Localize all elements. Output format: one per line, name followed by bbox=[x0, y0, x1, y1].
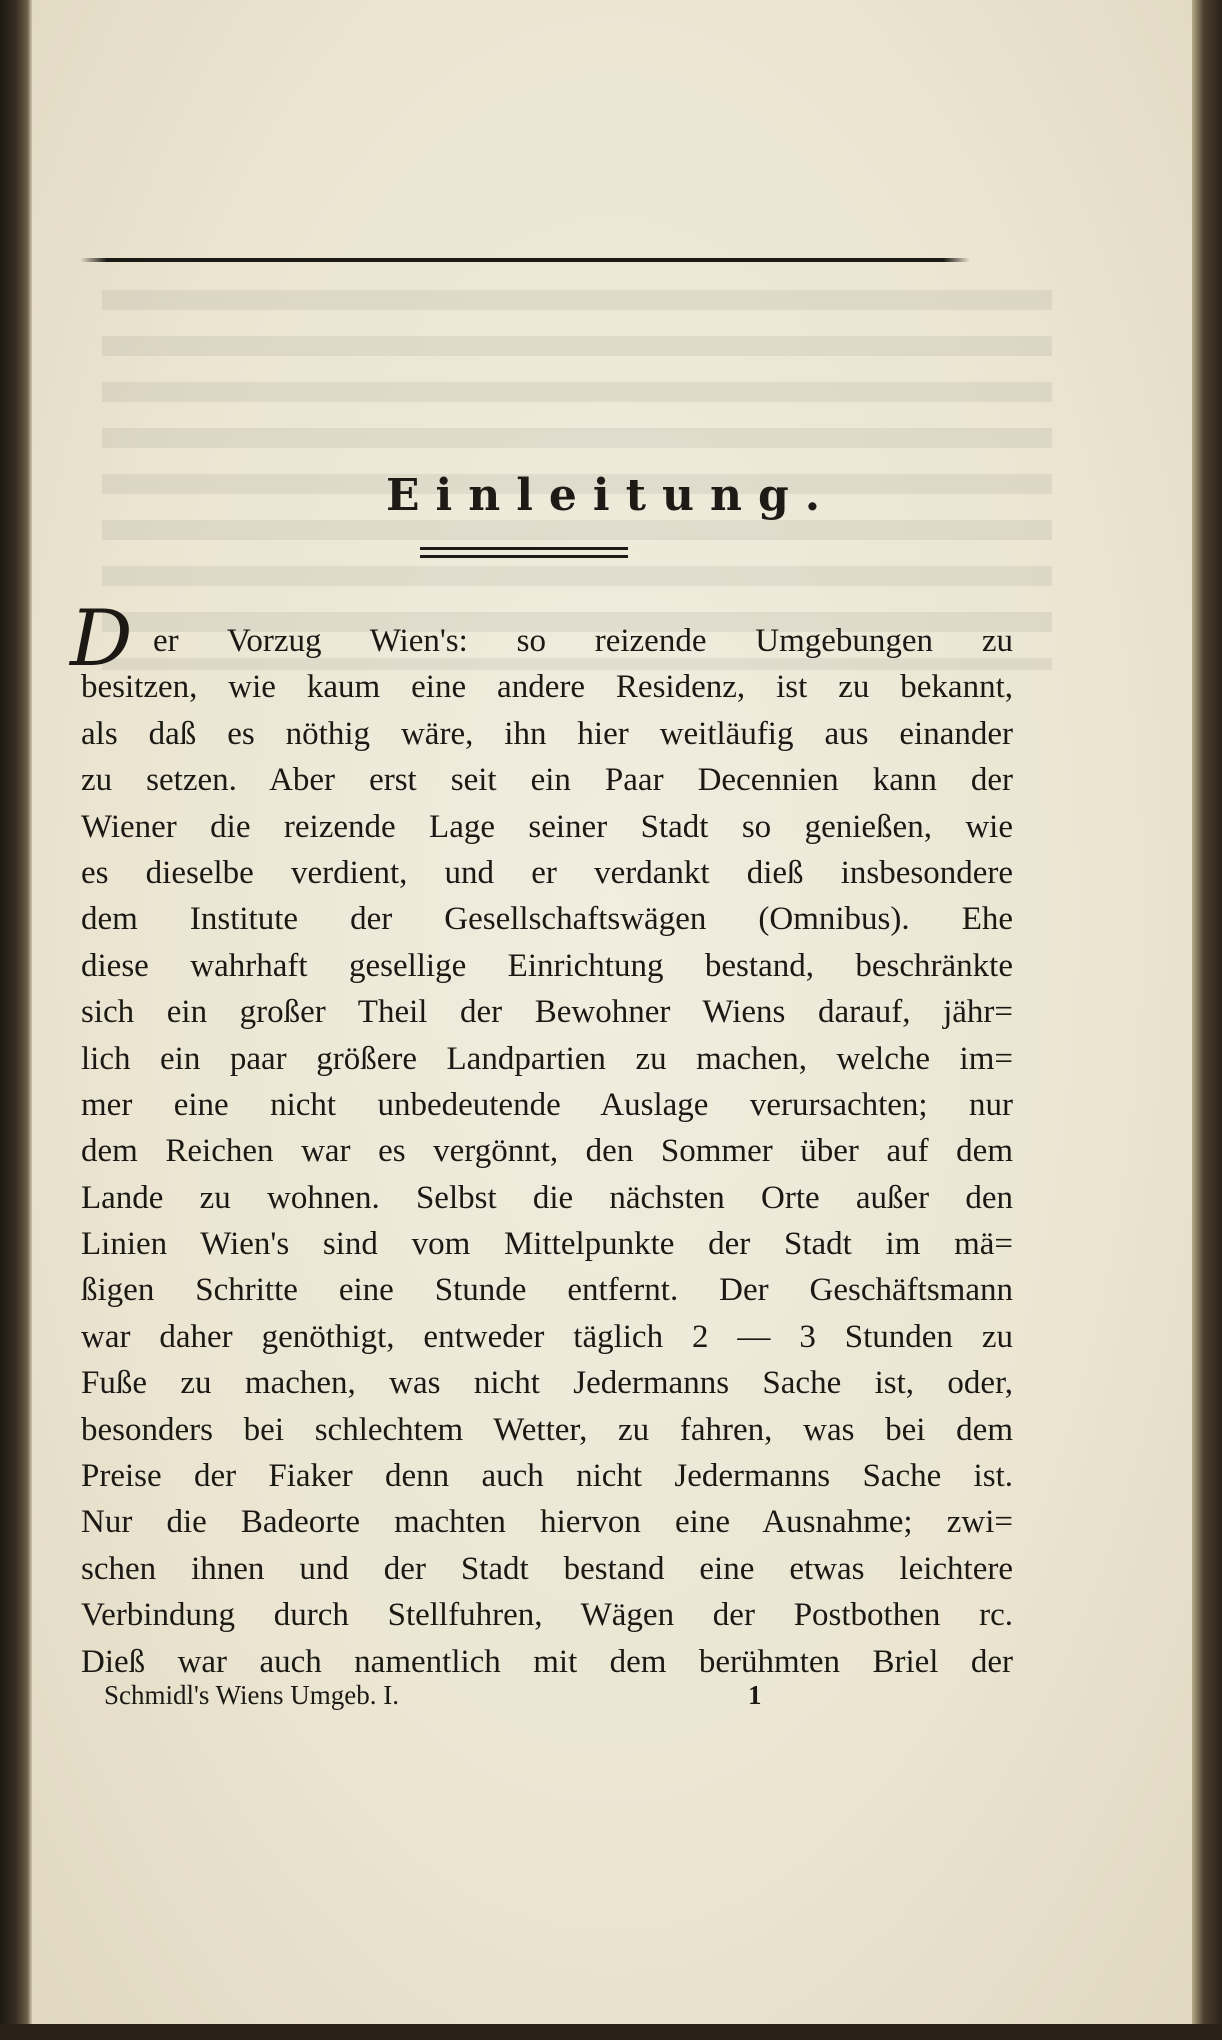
page-bottom-edge bbox=[0, 2024, 1222, 2040]
chapter-heading: Einleitung. bbox=[385, 470, 837, 521]
page-number: 1 bbox=[748, 1680, 762, 1710]
text-line: Fuße zu machen, was nicht Jedermanns Sache ist, oder, bbox=[81, 1365, 1013, 1402]
text-line: Verbindung durch Stellfuhren, Wägen der Postbothen rc. bbox=[81, 1597, 1013, 1634]
text-line: Wiener die reizende Lage seiner Stadt so genießen, wie bbox=[81, 808, 1013, 845]
text-line: es dieselbe verdient, und er verdankt dieß insbesondere bbox=[81, 854, 1013, 891]
drop-cap: D bbox=[70, 594, 133, 684]
text-line: besitzen, wie kaum eine andere Residenz, ist zu bekannt, bbox=[81, 669, 1013, 706]
book-binding-edge bbox=[0, 0, 32, 2040]
text-line: mer eine nicht unbedeutende Auslage verursachten; nur bbox=[81, 1086, 1013, 1123]
header-rule bbox=[80, 258, 970, 262]
text-line: lich ein paar größere Landpartien zu machen, welche im= bbox=[81, 1040, 1013, 1077]
signature-mark: Schmidl's Wiens Umgeb. I. bbox=[104, 1680, 400, 1710]
text-line: Nur die Badeorte machten hiervon eine Ausnahme; zwi= bbox=[81, 1504, 1013, 1541]
text-line: dem Reichen war es vergönnt, den Sommer über auf dem bbox=[81, 1133, 1013, 1170]
text-line: war daher genöthigt, entweder täglich 2 — 3 Stunden zu bbox=[81, 1318, 1013, 1355]
text-line: sich ein großer Theil der Bewohner Wiens darauf, jähr= bbox=[81, 994, 1013, 1031]
text-line: Lande zu wohnen. Selbst die nächsten Orte außer den bbox=[81, 1179, 1013, 1216]
title-rule-top bbox=[420, 547, 628, 550]
title-rule-bottom bbox=[420, 555, 628, 558]
text-line: diese wahrhaft gesellige Einrichtung bestand, beschränkte bbox=[81, 947, 1013, 984]
text-line: zu setzen. Aber erst seit ein Paar Decennien kann der bbox=[81, 762, 1013, 799]
text-line: Dieß war auch namentlich mit dem berühmten Briel der bbox=[81, 1643, 1013, 1680]
page-right-edge bbox=[1192, 0, 1222, 2040]
body-text bbox=[81, 618, 1013, 1685]
text-line: ßigen Schritte eine Stunde entfernt. Der Geschäftsmann bbox=[81, 1272, 1013, 1309]
text-line: besonders bei schlechtem Wetter, zu fahren, was bei dem bbox=[81, 1411, 1013, 1448]
text-line: er Vorzug Wien's: so reizende Umgebungen zu bbox=[153, 623, 1013, 659]
text-line: Linien Wien's sind vom Mittelpunkte der Stadt im mä= bbox=[81, 1226, 1013, 1263]
text-line: als daß es nöthig wäre, ihn hier weitläufig aus einander bbox=[81, 715, 1013, 752]
text-line: dem Institute der Gesellschaftswägen (Omnibus). Ehe bbox=[81, 901, 1013, 938]
text-line: schen ihnen und der Stadt bestand eine etwas leichtere bbox=[81, 1550, 1013, 1587]
text-line: Preise der Fiaker denn auch nicht Jedermanns Sache ist. bbox=[81, 1458, 1013, 1495]
